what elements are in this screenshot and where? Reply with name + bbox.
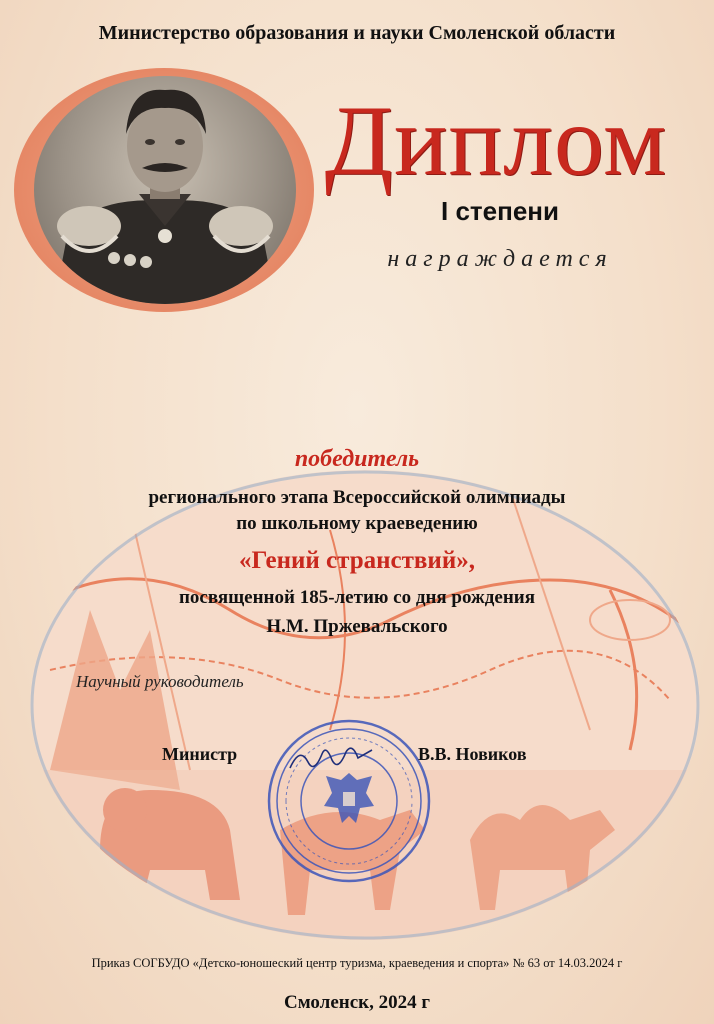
diploma-title: Диплом: [324, 85, 668, 196]
body-line-4: Н.М. Пржевальского: [266, 616, 448, 637]
diploma-degree: I степени: [441, 196, 559, 226]
body-line-2: по школьному краеведению: [236, 513, 478, 534]
ministry-header: Министерство образования и науки Смоленской области: [98, 22, 616, 44]
body-line-1: регионального этапа Всероссийской олимпиады: [148, 487, 566, 508]
awarded-text: награждается: [387, 246, 613, 272]
city-year: Смоленск, 2024 г: [284, 992, 430, 1013]
portrait-image: [34, 76, 296, 304]
winner-label: победитель: [294, 446, 420, 472]
order-reference: Приказ СОГБУДО «Детско-юношеский центр туризма, краеведения и спорта» № 63 от 14.03.2024 г: [91, 956, 623, 970]
minister-name: В.В. Новиков: [418, 744, 527, 764]
minister-label: Министр: [162, 744, 238, 764]
supervisor-label: Научный руководитель: [76, 672, 244, 691]
olympiad-name: «Гений странствий»,: [239, 547, 475, 574]
minister-signature: [286, 742, 376, 776]
body-line-3: посвященной 185-летию со дня рождения: [178, 587, 536, 608]
